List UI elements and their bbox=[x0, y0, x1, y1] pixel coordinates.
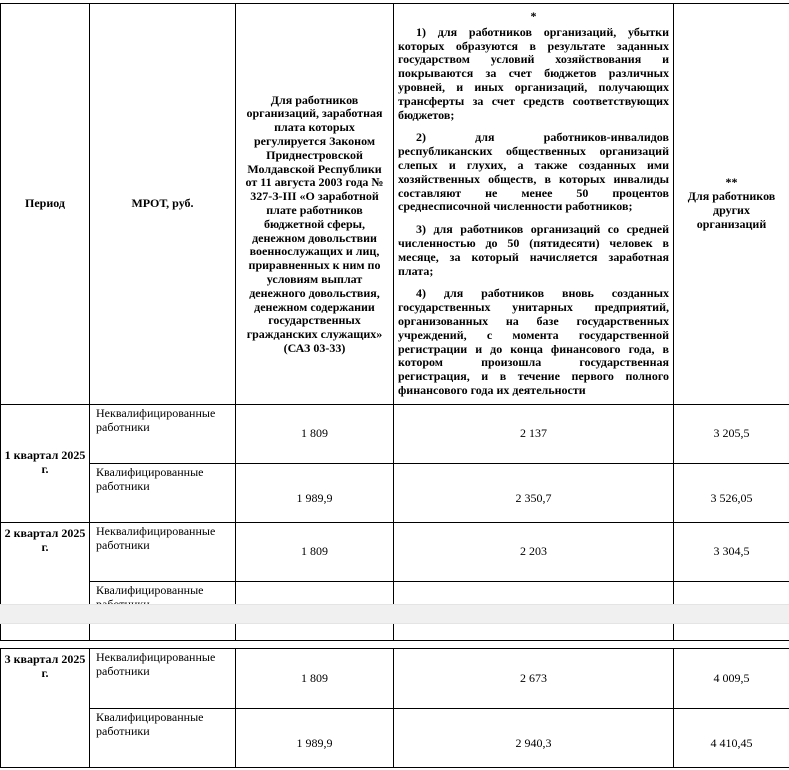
table-row bbox=[1, 522, 789, 581]
category-cell: Неквалифицированные работники bbox=[90, 404, 236, 463]
star-value: 2 350,7 bbox=[394, 463, 674, 522]
category-cell: Неквалифицированные работники bbox=[90, 649, 236, 709]
wage-table-main bbox=[0, 3, 789, 641]
period-cell: 3 квартал 2025 г. bbox=[1, 649, 90, 768]
other-label: Для работников других организаций bbox=[687, 189, 776, 231]
star-value: 2 940,3 bbox=[394, 709, 674, 768]
other-marker: ** bbox=[725, 175, 738, 190]
page-break-gap bbox=[0, 604, 789, 624]
category-cell: Неквалифицированные работники bbox=[90, 522, 236, 581]
category-cell: Квалифицированные работники bbox=[90, 463, 236, 522]
header-row bbox=[1, 4, 789, 405]
budget-value: 1 989,9 bbox=[236, 463, 394, 522]
category-cell: Квалифицированные bbox=[90, 581, 236, 640]
header-other-col bbox=[674, 4, 789, 405]
star-paragraph-4: 4) для работников вновь созданных государственных унитарных предприятий, организованных на базе государственных учреждений, с момента государственной регистрации и до конца финансового года, в котором произошла государственная регистрация, и в течение первого полного финансового года их деятельности bbox=[398, 286, 669, 397]
budget-value: 1 809 bbox=[236, 649, 394, 709]
star-paragraph-2: 2) для работников-инвалидов республиканских общественных организаций слепых и глухих, а также созданных ими хозяйственных обществ, в которых инвалиды составляют не менее 50 процентов среднесписочной численности работников; bbox=[398, 130, 669, 214]
budget-value: 1 809 bbox=[236, 522, 394, 581]
star-value: 2 137 bbox=[394, 404, 674, 463]
star-value: 2 203 bbox=[394, 522, 674, 581]
other-value: 4 009,5 bbox=[674, 649, 789, 709]
star-marker: * bbox=[530, 9, 537, 23]
period-cell: 1 квартал 2025 г. bbox=[1, 404, 90, 522]
other-value: 3 304,5 bbox=[674, 522, 789, 581]
budget-value: 1 809 bbox=[236, 404, 394, 463]
wage-table-continued bbox=[0, 648, 789, 768]
table-row bbox=[1, 649, 789, 709]
table-row bbox=[1, 463, 789, 522]
star-paragraph-3: 3) для работников организаций со средней численностью до 50 (пятидесяти) человек в месяце, за который начисляется заработная плата; bbox=[398, 222, 669, 278]
budget-value: 1 989,9 bbox=[236, 709, 394, 768]
period-cell: 2 квартал 2025 г. bbox=[1, 522, 90, 640]
header-star-col bbox=[394, 4, 674, 405]
table-row bbox=[1, 404, 789, 463]
header-budget-col: Для работников организаций, заработная плата которых регулируется Законом Приднестровской Молдавской Республики от 11 августа 2003 года № 327-З-III «О заработной плате работников бюджетной сферы, денежном довольствии военнослужащих и лиц, приравненных к ним по условиям выплат денежного довольствия, денежном содержании государственных гражданских служащих» (САЗ 03-33) bbox=[236, 4, 394, 405]
header-mrot: МРОТ, руб. bbox=[90, 4, 236, 405]
other-value: 4 410,45 bbox=[674, 709, 789, 768]
other-value: 3 205,5 bbox=[674, 404, 789, 463]
table-row bbox=[1, 709, 789, 768]
header-period: Период bbox=[1, 4, 90, 405]
other-value: 3 526,05 bbox=[674, 463, 789, 522]
star-value: 2 673 bbox=[394, 649, 674, 709]
category-cell: Квалифицированные работники bbox=[90, 709, 236, 768]
star-paragraph-1: 1) для работников организаций, убытки которых образуются в результате заданных государством условий хозяйствования и покрываются за счет бюджетов различных уровней, и иных организаций, получающих трансферты за счет средств соответствующих бюджетов; bbox=[398, 24, 669, 122]
